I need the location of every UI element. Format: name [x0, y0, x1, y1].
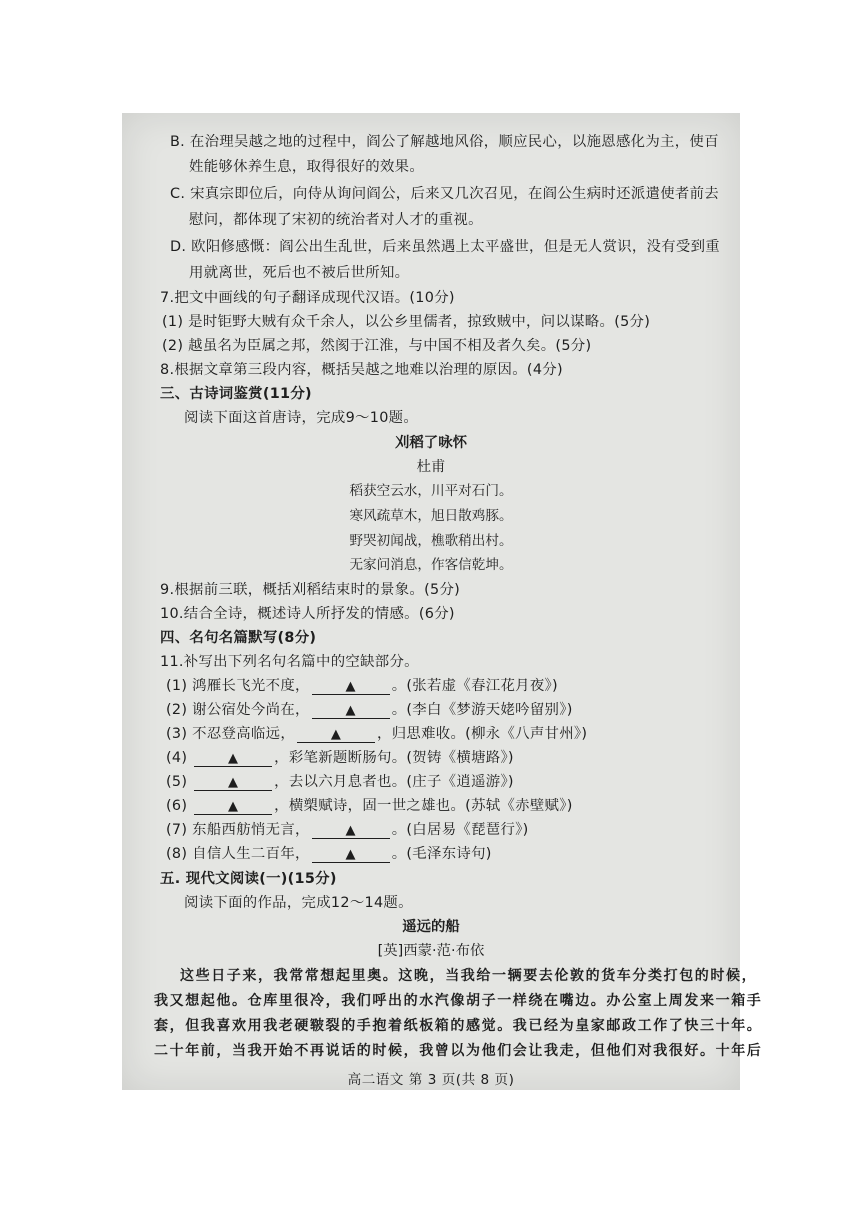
option-c-line-1: C. 宋真宗即位后，向侍从询问阎公，后来又几次召见，在阎公生病时还派遣使者前去 — [170, 186, 719, 202]
poem-author: 杜甫 — [416, 459, 446, 475]
answer-blank[interactable] — [312, 679, 390, 695]
triangle-mark-icon: ▲ — [330, 727, 342, 742]
article-author: [英]西蒙·范·布依 — [377, 943, 485, 959]
triangle-mark-icon: ▲ — [228, 751, 239, 766]
section-3-heading: 三、古诗词鉴赏(11分) — [160, 386, 312, 402]
poem-line: 稻获空云水，川平对石门。 — [349, 483, 513, 499]
article-title: 遥远的船 — [402, 919, 460, 935]
answer-blank[interactable] — [312, 703, 390, 719]
triangle-mark-icon: ▲ — [228, 799, 239, 814]
exam-page — [122, 113, 763, 1090]
question-9: 9.根据前三联，概括刈稻结束时的景象。(5分) — [160, 582, 461, 598]
fill-item: (8) 自信人生二百年， ▲ 。(毛泽东诗句) — [166, 846, 492, 862]
fill-item: (3) 不忍登高临远， ▲ ，归思难收。(柳永《八声甘州》) — [166, 726, 588, 742]
section-3-instruction: 阅读下面这首唐诗，完成9～10题。 — [184, 410, 419, 426]
question-10: 10.结合全诗，概述诗人所抒发的情感。(6分) — [160, 606, 455, 622]
option-b-line-2: 姓能够休养生息，取得很好的效果。 — [189, 159, 425, 175]
article-paragraph-line: 二十年前，当我开始不再说话的时候，我曾以为他们会让我走，但他们对我很好。十年后 — [154, 1043, 763, 1059]
answer-blank[interactable] — [194, 751, 272, 767]
triangle-mark-icon: ▲ — [345, 823, 356, 838]
question-11: 11.补写出下列名句名篇中的空缺部分。 — [160, 654, 419, 670]
page-footer: 高二语文 第 3 页(共 8 页) — [347, 1072, 515, 1088]
answer-blank[interactable] — [194, 775, 272, 791]
section-5-instruction: 阅读下面的作品，完成12～14题。 — [184, 895, 413, 911]
triangle-mark-icon: ▲ — [228, 775, 239, 790]
question-7-item-1: (1) 是时钜野大贼有众千余人，以公乡里儒者，掠致贼中，问以谋略。(5分) — [162, 314, 651, 330]
option-c-line-2: 慰问，都体现了宋初的统治者对人才的重视。 — [189, 212, 483, 228]
poem-line: 无家问消息，作客信乾坤。 — [349, 557, 513, 573]
question-8: 8.根据文章第三段内容，概括吴越之地难以治理的原因。(4分) — [160, 362, 563, 378]
section-4-heading: 四、名句名篇默写(8分) — [160, 630, 317, 646]
fill-item: (6) ▲ ，横槊赋诗，固一世之雄也。(苏轼《赤壁赋》) — [166, 798, 573, 814]
option-d-line-1: D. 欧阳修感慨：阎公出生乱世，后来虽然遇上太平盛世，但是无人赏识，没有受到重 — [170, 239, 720, 255]
poem-line: 野哭初闻战，樵歌稍出村。 — [349, 533, 513, 549]
triangle-mark-icon: ▲ — [345, 847, 356, 862]
question-7: 7.把文中画线的句子翻译成现代汉语。(10分) — [160, 290, 455, 306]
fill-item: (1) 鸿雁长飞光不度， ▲ 。(张若虚《春江花月夜》) — [166, 678, 558, 694]
poem-line: 寒风疏草木，旭日散鸡豚。 — [349, 508, 513, 524]
fill-item: (4) ▲ ，彩笔新题断肠句。(贺铸《横塘路》) — [166, 750, 514, 766]
answer-blank[interactable] — [312, 847, 390, 863]
poem-title: 刈稻了咏怀 — [395, 435, 467, 451]
article-paragraph-line: 我又想起他。仓库里很冷，我们呼出的水汽像胡子一样绕在嘴边。办公室上周发来一箱手 — [154, 993, 763, 1009]
triangle-mark-icon: ▲ — [345, 703, 356, 718]
article-paragraph-line: 这些日子来，我常常想起里奥。这晚，当我给一辆要去伦敦的货车分类打包的时候， — [180, 968, 758, 984]
fill-item: (7) 东船西舫悄无言， ▲ 。(白居易《琵琶行》) — [166, 822, 529, 838]
answer-blank[interactable] — [297, 727, 375, 743]
option-b-line-1: B. 在治理吴越之地的过程中，阎公了解越地风俗，顺应民心，以施恩感化为主，使百 — [170, 134, 719, 150]
answer-blank[interactable] — [312, 823, 390, 839]
option-d-line-2: 用就离世，死后也不被后世所知。 — [189, 265, 410, 281]
fill-item: (2) 谢公宿处今尚在， ▲ 。(李白《梦游天姥吟留别》) — [166, 702, 573, 718]
fill-item: (5) ▲ ，去以六月息者也。(庄子《逍遥游》) — [166, 774, 514, 790]
article-paragraph-line: 套，但我喜欢用我老硬皲裂的手抱着纸板箱的感觉。我已经为皇家邮政工作了快三十年。 — [154, 1018, 763, 1034]
answer-blank[interactable] — [194, 799, 272, 815]
triangle-mark-icon: ▲ — [345, 679, 356, 694]
question-7-item-2: (2) 越虽名为臣属之邦，然阂于江淮，与中国不相及者久矣。(5分) — [162, 338, 592, 354]
section-5-heading: 五. 现代文阅读(一)(15分) — [160, 871, 337, 887]
